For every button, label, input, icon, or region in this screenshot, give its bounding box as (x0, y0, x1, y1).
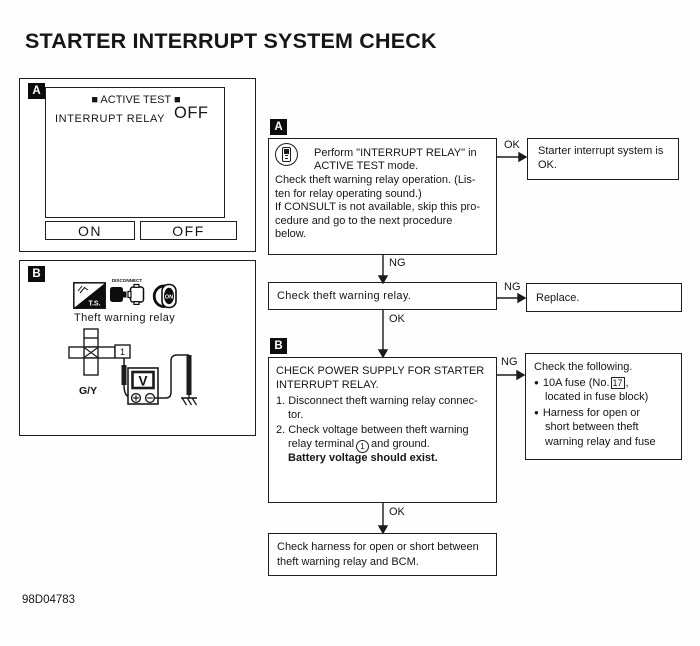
voltmeter-v-label: V (138, 373, 148, 389)
system-ok-line2: OK. (538, 159, 557, 171)
check-following-title: Check the following. (534, 361, 633, 373)
harness-l2: short between theft (545, 421, 639, 433)
harness-l3: warning relay and fuse (545, 436, 656, 448)
fuse-line2: located in fuse block) (545, 391, 649, 403)
step-b-s2a: 2. Check voltage between theft warning (276, 424, 469, 436)
doc-number: 98D04783 (22, 594, 76, 606)
step-a-line5: If CONSULT is not available, skip this pro- (275, 201, 481, 214)
harness-bullet-line (534, 406, 640, 420)
page-title: STARTER INTERRUPT SYSTEM CHECK (25, 29, 437, 53)
fuse-post: , (625, 377, 629, 389)
step-b-s2b-post: and ground. (371, 437, 430, 450)
flow-box-system-ok (527, 138, 679, 180)
step-a-line6: cedure and go to the next procedure (275, 214, 453, 227)
flow-box-check-following (525, 353, 682, 460)
system-ok-line1: Starter interrupt system is (538, 145, 664, 157)
check-relay-text: Check theft warning relay. (277, 290, 412, 302)
fuse-bullet-line (534, 376, 629, 390)
ng-label-1: NG (389, 257, 406, 269)
step-a-line3: Check theft warning relay operation. (Lis- (275, 174, 476, 186)
flow-step-b-label: B (270, 338, 287, 354)
step-b-s1a: 1. Disconnect theft warning relay connec- (276, 395, 478, 407)
ok-label-1: OK (504, 139, 520, 151)
fuse-number-boxed: 17 (612, 378, 623, 388)
flow-box-check-relay (268, 282, 497, 310)
disconnect-label: DISCONNECT (111, 278, 143, 283)
fuse-pre: 10A fuse (No. (542, 377, 610, 389)
disconnect-icon (108, 277, 146, 309)
panel-a-label: A (28, 83, 45, 99)
relay-state-value: OFF (174, 104, 209, 122)
final-line1: Check harness for open or short between (277, 541, 479, 553)
consult-screen (45, 87, 225, 218)
step-b-title1: CHECK POWER SUPPLY FOR STARTER (276, 365, 485, 377)
ok-label-3: OK (389, 506, 405, 518)
harness-l1: Harness for open or (542, 407, 641, 419)
bullet-icon: ● (534, 408, 539, 417)
flow-box-power-supply (268, 357, 497, 503)
step-a-line7: below. (275, 228, 307, 241)
flow-box-consult-test (268, 138, 497, 255)
voltmeter-hookup-drawing (60, 327, 230, 433)
interrupt-relay-label: INTERRUPT RELAY (55, 113, 166, 125)
panel-test-hookup (19, 260, 256, 436)
step-a-line1: Perform "INTERRUPT RELAY" in (314, 147, 477, 159)
ng-label-2: NG (504, 281, 521, 293)
screen-off-button: OFF (140, 221, 237, 240)
step-b-s2b-pre: relay terminal (288, 437, 355, 450)
panel-b-label: B (28, 266, 45, 282)
terminal-1-circled: 1 (356, 440, 369, 453)
ts-tool-icon (73, 282, 106, 309)
flow-step-a-label: A (270, 119, 287, 135)
flow-box-replace (526, 283, 682, 312)
ignition-on-icon (148, 281, 181, 312)
final-line2: theft warning relay and BCM. (277, 555, 419, 568)
hookup-caption: Theft warning relay (74, 312, 176, 324)
step-a-line4: ten for relay operating sound.) (275, 187, 422, 200)
consult-device-icon (275, 143, 298, 166)
active-test-header: ■ ACTIVE TEST ■ (91, 94, 181, 106)
flow-box-check-harness-bcm (268, 533, 497, 576)
ok-label-2: OK (389, 313, 405, 325)
screen-on-button: ON (45, 221, 135, 240)
step-a-line2: ACTIVE TEST mode. (314, 160, 419, 172)
replace-text: Replace. (536, 292, 580, 304)
terminal-number: 1 (119, 347, 126, 358)
ng-label-3: NG (501, 356, 518, 368)
ts-label: T.S. (88, 300, 101, 308)
ignition-on-label: ON (164, 294, 174, 301)
step-b-s2b (288, 438, 430, 453)
consult-device-glyph (282, 147, 291, 162)
step-b-emphasis: Battery voltage should exist. (288, 452, 438, 464)
wire-color-label: G/Y (79, 385, 98, 397)
panel-active-test (19, 78, 256, 252)
bullet-icon: ● (534, 378, 539, 387)
step-b-s1b: tor. (288, 408, 304, 421)
step-b-title2: INTERRUPT RELAY. (276, 379, 379, 391)
